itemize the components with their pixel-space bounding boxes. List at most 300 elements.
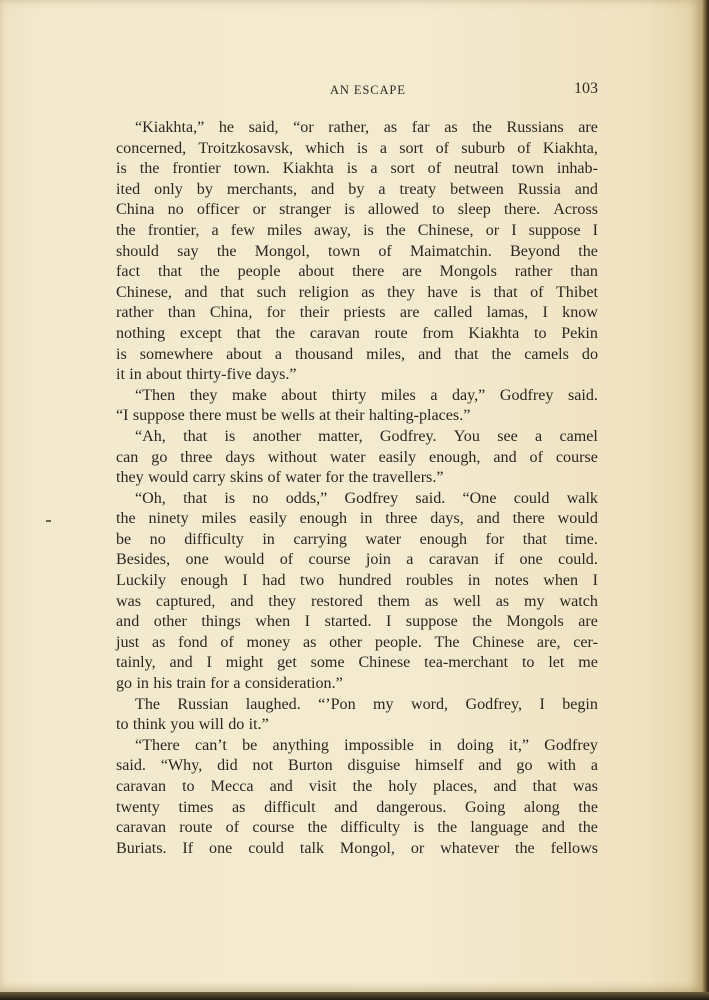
word: watch [559,592,598,610]
word: for [210,675,230,693]
word: that [454,345,479,363]
word: there [189,407,222,425]
word: a [370,160,378,178]
word: to [182,778,195,795]
word: enough, [429,448,481,466]
word: of [279,551,294,569]
word: caravan [428,551,479,569]
word: go [116,675,133,693]
word: I [206,654,212,672]
word: have [427,283,458,301]
word: it,” [508,736,529,754]
word: of [225,819,240,837]
word: just [116,633,140,651]
word: and [478,757,502,775]
word: join [365,551,391,569]
word: and [541,819,565,837]
word: the [139,160,160,178]
text-line [116,242,598,263]
word: than [570,263,598,281]
word: is [356,139,368,157]
word: that [493,283,518,301]
word: for [266,304,286,322]
word: Chinese, [116,283,172,301]
word: rather [116,304,154,322]
word: let [548,654,565,672]
word: get [277,654,297,672]
word: rather, [328,119,370,136]
word: their [335,407,365,425]
text-line [116,839,598,860]
word: go [516,757,533,775]
word: suburb [461,139,506,157]
word: notes [494,572,529,590]
word: carrying [293,530,347,548]
text-line [116,633,598,654]
word: and [311,180,335,198]
word: of [529,448,543,466]
word: than [167,304,196,322]
word: easily [249,510,287,528]
word: water [329,448,366,466]
word: could [248,839,284,857]
word: as [361,283,375,301]
word: language [470,819,529,837]
word: miles, [366,345,406,363]
word: be [261,407,277,425]
word: Thibet [555,283,598,301]
word: far [411,119,430,136]
word: laughed. [245,695,301,713]
running-head [116,80,598,100]
word: is [346,160,358,178]
word: Chinese [358,654,411,672]
word: or [252,201,266,219]
word: they [268,592,297,610]
word: are [399,304,420,322]
word: priests [343,304,386,322]
word: they [189,386,218,404]
word: see [497,427,518,445]
word: lamas, [486,304,529,322]
word: travellers.” [372,469,444,487]
word: Godfrey. [379,427,437,445]
word: roubles [405,572,454,590]
word: nothing [116,324,166,342]
word: think [132,716,166,734]
word: of [378,242,392,260]
word: a [406,551,414,569]
word: the [515,839,535,857]
word: Mongols [506,613,564,631]
word: and [169,654,193,672]
word: is [116,160,127,178]
word: that [158,263,183,281]
word: one [209,839,233,857]
word: might [225,654,264,672]
word: allowed [367,201,419,219]
word: “Oh, [135,489,166,507]
word: them [377,592,410,610]
word: Maimatchin. [409,242,492,260]
word: enough [299,510,348,528]
word: the [116,221,136,239]
word: another [252,427,301,445]
word: said. [116,757,146,775]
word: no [252,489,269,507]
word: as [232,798,246,816]
word: well [453,592,481,610]
page-bottom-edge [0,992,709,1000]
word: difficulty [340,819,401,837]
word: I [539,695,545,713]
word: only [154,180,183,198]
word: say [177,242,199,260]
word: miles [380,386,416,404]
word: the [437,819,458,837]
text-line [116,798,598,819]
word: town [511,160,544,178]
word: the [348,469,369,487]
word: the [578,819,598,837]
word: between [450,180,504,198]
word: his [153,675,173,693]
word: by [196,180,213,198]
word: suppose [405,613,458,631]
word: course [308,551,351,569]
word: the [385,221,406,239]
word: me [578,654,598,672]
word: miles [267,221,302,239]
word: visit [308,778,337,795]
word: course [252,819,295,837]
margin-mark [46,520,51,522]
word: the [578,242,598,260]
word: other [153,613,187,631]
word: the [216,242,237,260]
word: three [180,448,213,466]
word: and [574,180,598,198]
word: word, [410,695,449,713]
word: camels [524,345,569,363]
word: disguise [347,757,401,775]
word: Godfrey [544,736,598,754]
word: Russian [177,695,229,713]
word: “There [135,736,180,754]
word: time. [565,530,598,548]
word: Godfrey [344,489,399,507]
word: anything [272,736,329,754]
word: are [578,613,598,631]
word: that [532,778,557,795]
word: tainly, [116,654,156,672]
word: my [373,695,394,713]
word: “Ah, [135,427,166,445]
word: water [365,530,402,548]
word: must [225,407,257,425]
text-line [116,509,598,530]
word: said. [567,386,598,404]
word: except [179,324,222,342]
text-line [116,468,598,489]
word: merchants, [226,180,298,198]
text-line [116,695,598,716]
word: caravan [116,819,167,837]
word: town [327,242,361,260]
word: frontier, [147,221,200,239]
word: should [116,242,159,260]
word: Kiakhta [468,324,520,342]
word: Chinese [472,633,525,651]
word: I [242,572,248,590]
word: restored [311,592,363,610]
word: about [281,386,318,404]
word: stranger [279,201,331,219]
word: be [116,530,132,548]
word: a [233,675,241,693]
word: difficult [264,798,316,816]
word: impossible [344,736,414,754]
word: fond [178,633,208,651]
text-line [116,448,598,469]
text-line [116,715,598,736]
word: fact [116,263,141,281]
word: they [116,469,144,487]
text-line [116,571,598,592]
word: days [225,448,255,466]
word: and [184,283,208,301]
word: enough [419,530,468,548]
word: The [135,695,161,713]
word: if [494,551,505,569]
word: twenty [116,798,160,816]
word: would [224,551,265,569]
word: in [136,675,149,693]
word: “Why, [160,757,203,775]
word: at [319,407,331,425]
word: by [348,180,365,198]
word: If [182,839,194,857]
word: enough [180,572,228,590]
word: a [378,180,386,198]
word: things [201,613,241,631]
word: could. [558,551,598,569]
text-line [116,262,598,283]
word: as [151,633,166,651]
word: of [427,160,442,178]
word: some [310,654,345,672]
word: Burton [287,757,333,775]
word: I [304,613,311,631]
word: Luckily [116,572,167,590]
word: a [430,386,438,404]
word: go [151,448,168,466]
word: Buriats. [116,839,167,857]
word: can [116,448,139,466]
word: they [387,283,415,301]
text-line [116,200,598,221]
word: a [535,427,543,445]
word: the [116,510,136,528]
word: in [359,510,373,528]
word: Mongols [439,263,497,281]
word: a [379,139,387,157]
word: odds,” [285,489,328,507]
word: town. [233,160,270,178]
word: I [542,304,548,322]
text-line [116,159,598,180]
word: that [522,530,547,548]
text-line [116,406,598,427]
word: no [149,530,166,548]
word: Kiakhta [282,160,334,178]
word: The [434,633,460,651]
word: from [422,324,454,342]
text-line [116,592,598,613]
word: such [256,283,287,301]
word: started. [324,613,372,631]
body-text [116,118,598,859]
word: other [329,633,363,651]
word: to [116,716,129,734]
word: know [562,304,598,322]
text-line [116,777,598,798]
word: he [218,119,235,136]
word: to [533,324,547,342]
word: is [363,221,374,239]
word: about [298,263,335,281]
word: dangerous. [376,798,447,816]
word: route [374,324,408,342]
word: carry [192,469,226,487]
word: to [521,654,535,672]
word: of [267,469,281,487]
word: it.” [248,716,269,734]
word: himself [415,757,464,775]
text-line [116,530,598,551]
word: that [236,324,261,342]
word: China [116,201,155,219]
word: the [275,324,296,342]
word: caravan [116,778,167,795]
word: are [402,263,422,281]
word: was [116,592,142,610]
word: which [305,139,345,157]
word: doing [456,736,494,754]
word: said, [248,119,279,136]
word: thousand [295,345,354,363]
word: easily [378,448,417,466]
word: did [217,757,238,775]
word: with [547,757,576,775]
word: is [224,489,236,507]
word: course [555,448,598,466]
word: fellows [550,839,598,857]
word: is [344,201,355,219]
word: “One [462,489,497,507]
word: Russia [517,180,561,198]
word: tea-merchant [424,654,509,672]
word: the [472,613,492,631]
word: do [581,345,598,363]
text-line [116,303,598,324]
word: suppose [132,407,185,425]
word: was [572,778,598,795]
word: there [512,510,545,528]
word: skins [230,469,264,487]
word: ited [116,180,141,198]
word: as [383,119,398,136]
word: Mecca [210,778,254,795]
word: religion [298,283,349,301]
word: Pekin [561,324,598,342]
word: captured, [155,592,216,610]
word: and [493,448,517,466]
word: places, [433,778,478,795]
word: inhab- [556,160,598,178]
word: do [228,716,245,734]
word: wells [280,407,315,425]
word: money [246,633,291,651]
word: officer [196,201,240,219]
word: there [352,263,385,281]
word: “Then [135,386,176,404]
word: that [183,489,208,507]
word: had [262,572,286,590]
word: day,” [451,386,486,404]
word: You [453,427,480,445]
word: would [148,469,189,487]
word: Russians [506,119,564,136]
word: one [519,551,543,569]
word: would [557,510,598,528]
word: begin [562,695,598,713]
word: thirty [331,386,367,404]
word: “’Pon [318,695,356,713]
word: Chinese, [417,221,474,239]
text-line [116,612,598,633]
word: Godfrey [499,386,554,404]
word: as [424,592,439,610]
word: or [485,221,500,239]
word: caravan [309,324,360,342]
word: the [491,345,512,363]
word: the [352,778,373,795]
word: that [183,427,208,445]
word: consideration.” [244,675,343,693]
word: whatever [440,839,500,857]
text-line [116,736,598,757]
word: I [592,221,598,239]
word: when [543,572,579,590]
word: as [302,633,317,651]
running-title: AN ESCAPE [330,83,406,97]
word: “Kiakhta,” [135,119,205,136]
word: Besides, [116,551,171,569]
word: as [495,592,510,610]
word: and [116,613,140,631]
text-line [116,427,598,448]
word: hundred [338,572,392,590]
word: three [385,510,418,528]
word: concerned, [116,139,187,157]
word: China, [209,304,253,322]
word: without [267,448,317,466]
word: train [176,675,206,693]
word: thirty-five [186,366,252,384]
word: Across [553,201,598,219]
word: in [129,366,142,384]
